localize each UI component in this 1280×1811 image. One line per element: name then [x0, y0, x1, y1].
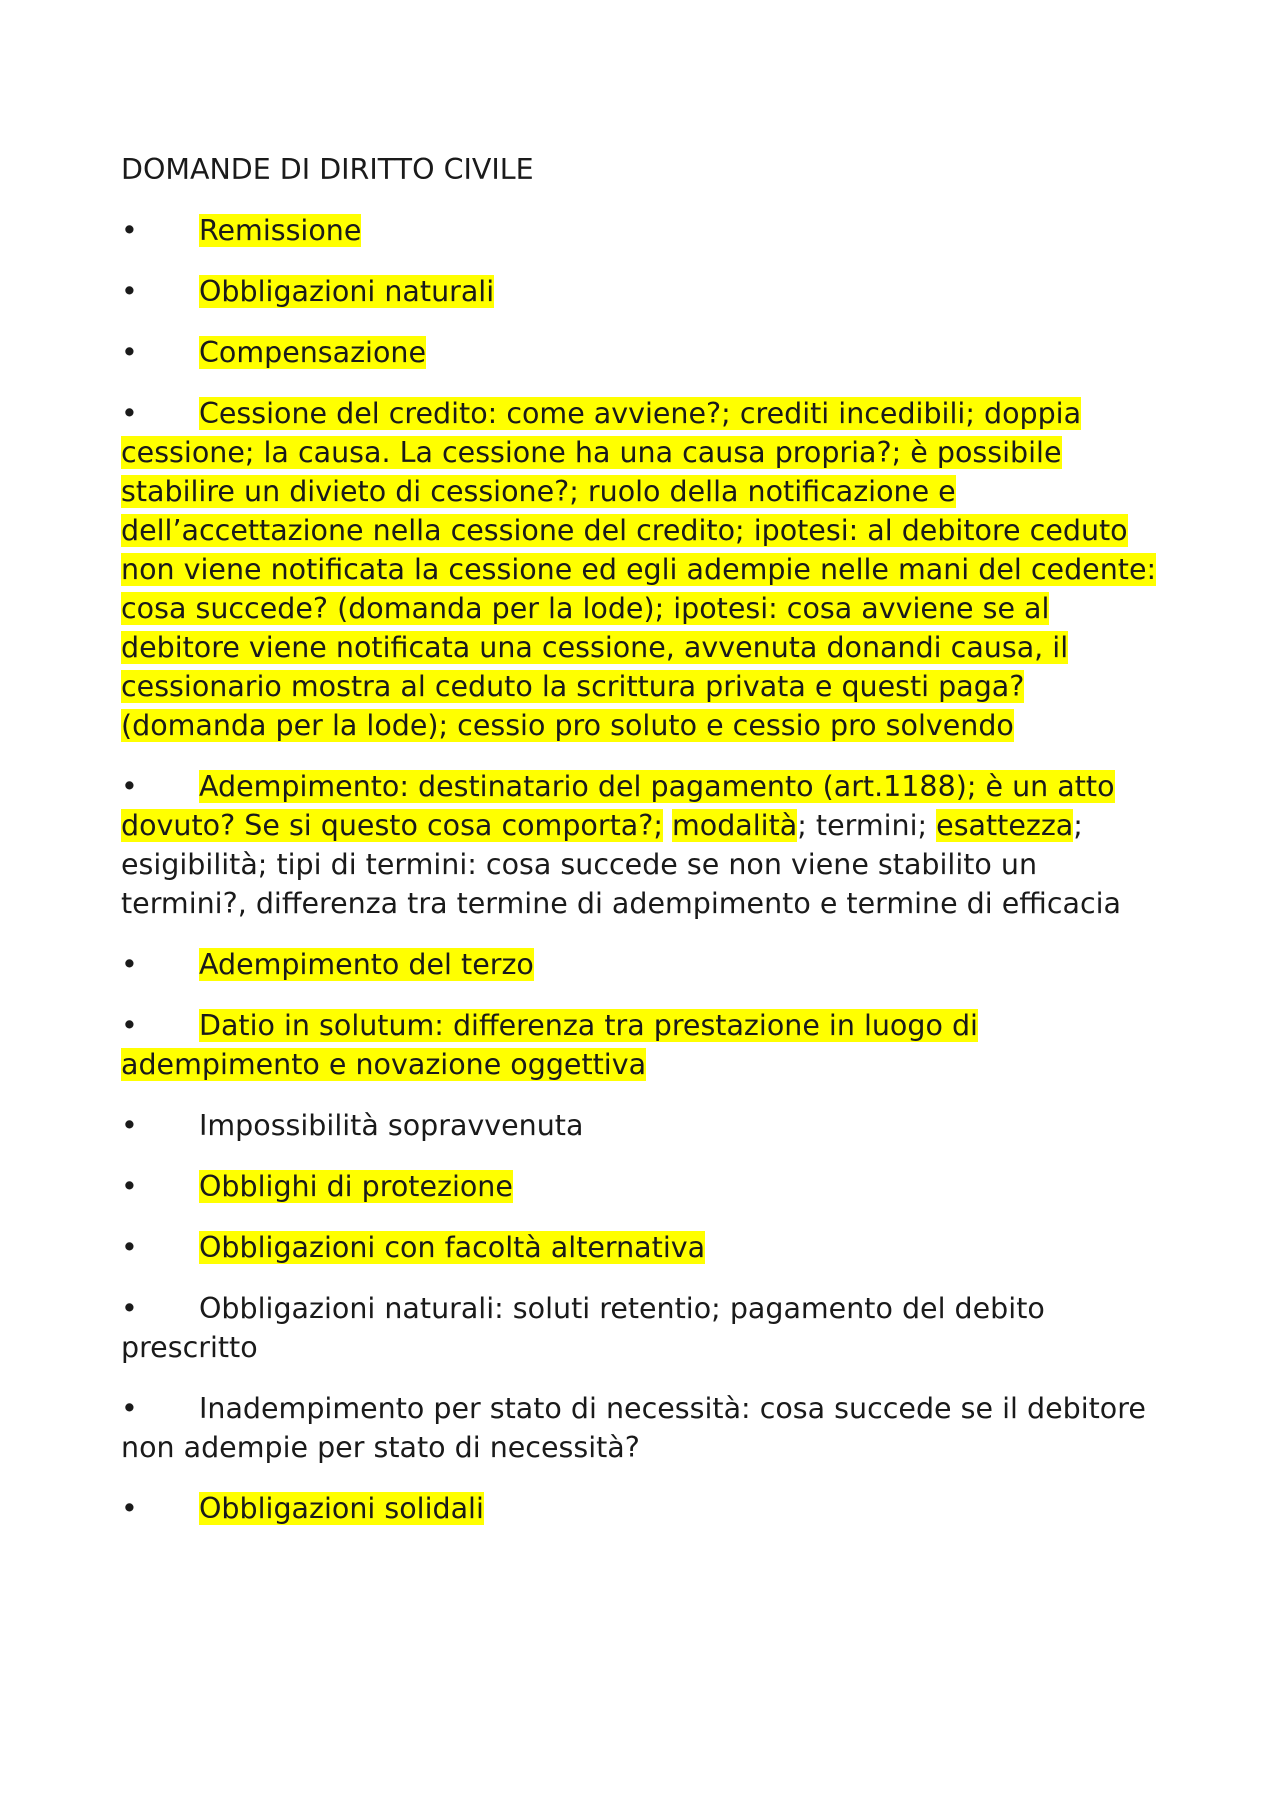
item-text: ; termini; — [797, 809, 937, 842]
bullet-icon: • — [121, 397, 138, 430]
bullet-icon: • — [121, 1292, 138, 1325]
bullet-icon: • — [121, 1109, 138, 1142]
highlighted-text: Adempimento del terzo — [199, 948, 534, 981]
item-text: Obbligazioni naturali: soluti retentio; pagamento del debito prescritto — [121, 1292, 1045, 1364]
bullet-icon: • — [121, 336, 138, 369]
bullet-icon: • — [121, 1231, 138, 1264]
list-item — [121, 272, 1171, 311]
list-item — [121, 945, 1171, 984]
highlighted-text: Obbligazioni solidali — [199, 1492, 484, 1525]
highlighted-text: modalità — [672, 809, 798, 842]
list-item — [121, 1289, 1171, 1367]
bullet-icon: • — [121, 214, 138, 247]
item-text: Impossibilità sopravvenuta — [199, 1109, 584, 1142]
list-item — [121, 1489, 1171, 1528]
list-item — [121, 1167, 1171, 1206]
highlighted-text: Remissione — [199, 214, 362, 247]
bullet-icon: • — [121, 770, 138, 803]
list-item — [121, 211, 1171, 250]
question-list — [121, 211, 1171, 1528]
list-item — [121, 1106, 1171, 1145]
list-item — [121, 1228, 1171, 1267]
highlighted-text: Compensazione — [199, 336, 427, 369]
bullet-icon: • — [121, 948, 138, 981]
item-text: Inadempimento per stato di necessità: cosa succede se il debitore non adempie per stato di necessità? — [121, 1392, 1146, 1464]
list-item — [121, 1006, 1171, 1084]
highlighted-text: Obbligazioni con facoltà alternativa — [199, 1231, 706, 1264]
highlighted-text: Adempimento: destinatario del pagamento (art.1188); è un atto dovuto? Se si questo cosa comporta?; — [121, 770, 1115, 842]
bullet-icon: • — [121, 1009, 138, 1042]
bullet-icon: • — [121, 1492, 138, 1525]
bullet-icon: • — [121, 1392, 138, 1425]
highlighted-text: esattezza — [936, 809, 1074, 842]
document-title: DOMANDE DI DIRITTO CIVILE — [121, 153, 534, 186]
list-item — [121, 767, 1171, 923]
bullet-icon: • — [121, 1170, 138, 1203]
document-page — [121, 150, 1171, 1550]
list-item — [121, 1389, 1171, 1467]
list-item — [121, 394, 1171, 745]
highlighted-text: Obblighi di protezione — [199, 1170, 513, 1203]
item-text — [663, 809, 672, 842]
highlighted-text: Cessione del credito: come avviene?; crediti incedibili; doppia cessione; la causa. La cessione ha una causa propria?; è possibile stabilire un divieto di cessione?; ruolo della notificazione e dell’accettazione nella cessione del credito; ipotesi: al debitore ceduto non viene notificata la cessione ed egli adempie nelle mani del cedente: cosa succede? (domanda per la lode); ipotesi: cosa avviene se al debitore viene notificata una cessione, avvenuta donandi causa, il cessionario mostra al ceduto la scrittura privata e questi paga? (domanda per la lode); cessio pro soluto e cessio pro solvendo — [121, 397, 1157, 742]
highlighted-text: Obbligazioni naturali — [199, 275, 495, 308]
bullet-icon: • — [121, 275, 138, 308]
highlighted-text: Datio in solutum: differenza tra prestazione in luogo di adempimento e novazione oggettiva — [121, 1009, 978, 1081]
list-item — [121, 333, 1171, 372]
item-text: ; esigibilità; tipi di termini: cosa succede se non viene stabilito un termini?, differenza tra termine di adempimento e termine di efficacia — [121, 809, 1122, 920]
